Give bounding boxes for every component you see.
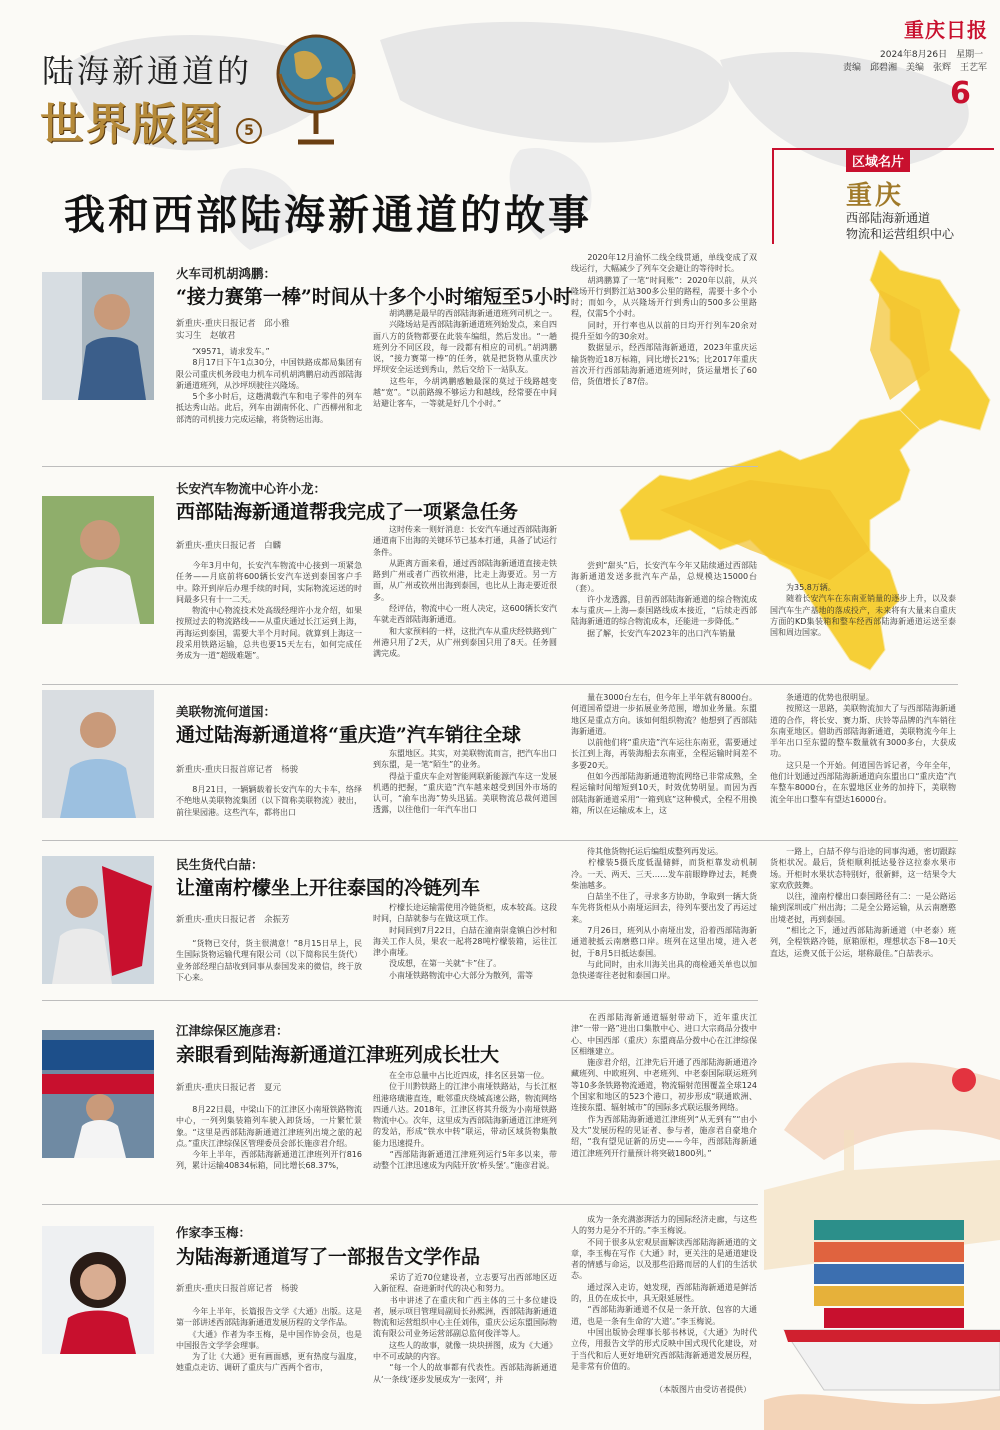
- region-subtitle: 西部陆海新通道 物流和运营组织中心: [846, 211, 955, 241]
- story5-column2: 在全市总量中占比近四成，排名区县第一位。 位于川黔铁路上的江津小南垭铁路站，与长江枢纽港珞璜港直连，毗邻重庆绕城高速公路，物流网络四通八达。2018年，江津区将其升级为小南垭铁路物流中心。次年，这里成为西部陆海新通道江津班列的发站，形成“铁水中转”联运，带动区域货物集散能力迅速提升。 “西部陆海新通道江津班列运行5年多以来，带动整个江津迅速成为内陆开放‘桥头堡’。”施彦君说。: [373, 1071, 557, 1171]
- separator: [42, 1000, 758, 1001]
- story6-column2: 采访了近70位建设者，立志要写出西部地区迈入新征程、奋进新时代的决心和努力。 书中讲述了在重庆和广西主体的三十多位建设者，展示项目管理局副局长孙熙洲，西部陆海新通道物流和运营组织中心主任刘伟，重庆公运东盟国际物流有限公司业务运营部副总监何俊洋等人。 这些人的故事，就像一块块拼图，成为《大通》中不可或缺的内容。 “每一个人的故事都有代表性。西部陆海新通道从‘一条线’逐步发展成为‘一张网’，并: [373, 1273, 557, 1384]
- story3-column2: 东盟地区。其实，对美联物流而言，把汽车出口到东盟，是一笔“陌生”的业务。 得益于重庆车企对智能网联新能源汽车这一发展机遇的把握，“重庆造”汽车越来越受到国外市场的认可，“渝车出海”势头迅猛。美联物流总裁何道国透露，以往他们一年汽车出口: [373, 749, 557, 815]
- story4-column3: 待其他货物托运后编组成整列再发运。 柠檬装5摄氏度低温储鲜，而货柜靠发动机制冷。一天、两天、三天……发车前眼睁睁过去，耗费柴油越多。 白喆坐不住了，寻求多方协助，争取到一辆大货车先将货柜从小南垭运回去，待列车要出发了再运过来。 7月26日，班列从小南垭出发，沿着西部陆海新通道驶抵云南磨憨口岸。班列在这里出境，进入老挝，于8月5日抵达泰国。 与此同时，由永川海关出具的商检通关单也以加急快递寄往老挝和泰国口岸。: [571, 847, 757, 981]
- story3-column4: 条通道的优势也很明显。 按照这一思路，美联物流加大了与西部陆海新通道的合作，将长安、赛力斯、庆铃等品牌的汽车销往东南亚地区。借助西部陆海新通道，美联物流今年上半年出口至东盟的整车数量就有3000多台，大获成功。 这只是一个开始。何道国告诉记者，今年全年，他们计划通过西部陆海新通道向东盟出口“重庆造”汽车整车8000台，在东盟地区业务的加持下，美联物流全年出口整车有望达16000台。: [770, 693, 956, 804]
- story3-title: 通过陆海新通道将“重庆造”汽车销往全球: [176, 724, 521, 746]
- story1-column2: 胡鸿鹏是最早的西部陆海新通道班列司机之一。 兴隆场站是西部陆海新通道班列始发点，来自四面八方的货物都要在此装车编组，然后发出。“一趟班列分不同区段，每一段都有相应的司机。”胡鸿鹏说，“接力赛第一棒”的任务，就是把货物从重庆沙坪坝安全运送到秀山，然后交给下一站队友。 这些年，今胡鸿鹏感触最深的莫过于线路越变越“宽”。“以前路線不够运力和越线，经常要在中间站避让客车，一等就是好几个小时。”: [373, 309, 557, 409]
- story2-column4: 为35.8万辆。 随着长安汽车在东南亚销量的逐步上升，以及泰国汽车生产基地的落成投产，未来将有大量来自重庆方面的KD集装箱和整车经西部陆海新通道运送至泰国和周边国家。: [770, 583, 956, 638]
- story6-byline: 新重庆-重庆日报首席记者 杨骏: [176, 1284, 299, 1294]
- story5-title: 亲眼看到陆海新通道江津班列成长壮大: [176, 1044, 500, 1066]
- story5-column3: 在西部陆海新通道辐射带动下，近年重庆江津“一带一路”进出口集散中心、进口大宗商品分拨中心、中国西部（重庆）东盟商品分拨中心在江津综保区相继建立。 施彦君介绍，江津先后开通了西部陆海新通道冷藏班列、中欧班列、中老班列、中老泰国际联运班列等10多条铁路物流通道，物流辐射范围覆盖全球124个国家和地区的523个港口，初步形成“联通欧洲、连接东盟、辐射城市”的国际多式联运服务网络。 作为西部陆海新通道江津班列“从无到有”“由小及大”发展历程的见证者、参与者，施彦君自豪地介绍，“我有望见证新的历史——今年，西部陆海新通道江津班列开行量预计将突破1800列。”: [571, 1013, 757, 1158]
- photo-shi-yanjun: [42, 1030, 154, 1158]
- page-number: 6: [950, 76, 971, 111]
- series-number-badge: 5: [236, 118, 262, 144]
- story2-byline: 新重庆-重庆日报记者 白麟: [176, 541, 282, 551]
- story4-kicker: 民生货代白喆：: [176, 857, 264, 872]
- story4-title: 让潼南柠檬坐上开往泰国的冷链列车: [176, 877, 481, 899]
- region-name: 重庆: [846, 181, 905, 211]
- globe-icon: [270, 24, 358, 154]
- photo-he-daoguo: [42, 690, 154, 818]
- separator: [42, 684, 958, 685]
- story2-title: 西部陆海新通道帮我完成了一项紧急任务: [176, 501, 519, 523]
- editor-credits: 责编 邱碧湘 美编 张辉 王艺军: [843, 63, 988, 73]
- newspaper-logo: 重庆日报: [904, 18, 988, 42]
- story2-kicker: 长安汽车物流中心许小龙：: [176, 481, 327, 496]
- story6-kicker: 作家李玉梅：: [176, 1225, 252, 1240]
- photo-bai-zhe: [42, 856, 154, 984]
- story3-kicker: 美联物流何道国：: [176, 704, 277, 719]
- photo-xu-xiaolong: [42, 496, 154, 624]
- issue-date: 2024年8月26日 星期一: [880, 50, 984, 60]
- story1-column1: “X9571，请求发车。” 8月17日下午1点30分，中国铁路成都局集团有限公司重庆机务段电力机车司机胡鸿鹏启动西部陆海新通道班列，从沙坪坝驶往兴隆场。 5个多小时后，这趟满载汽车和电子零件的列车抵达秀山站。此后，列车由湖南怀化、广西柳州和北部湾的司机接力完成运输，将货物运出海。: [176, 347, 362, 424]
- story1-column3: 2020年12月渝怀二线全线贯通，单线变成了双线运行，大幅减少了列车交会避让的等待时长。 胡鸿鹏算了一笔“时间账”：2020年以前，从兴隆场开行到黔江站300多公里的路程，需要十多个小时；而如今，从兴隆场开行到秀山的500多公里路程，仅需5个小时。 同时，开行率也从以前的日均开行列车20余对提升至如今的30余对。 数据显示，经西部陆海新通道，2023年重庆运输货物近18万标箱，同比增长21%；比2017年重庆首次开行西部陆海新通道班列时，货运量增长了60倍，货值增长了87倍。: [571, 253, 757, 387]
- story5-column1: 8月22日晨，中梁山下的江津区小南垭铁路物流中心，一列列集装箱列车驶入卸货场，一片繁忙景象。“这里是西部陆海新通道江津班列出境之旅的起点。”重庆江津综保区管理委员会部长施彦君介绍。 今年上半年，西部陆海新通道江津班列开行816列，累计运输40834标箱，同比增长68.37%，: [176, 1105, 362, 1171]
- story5-byline: 新重庆-重庆日报记者 夏元: [176, 1083, 282, 1093]
- story4-column1: “货物已交付，货主很满意！”8月15日早上，民生国际货物运输代理有限公司（以下简称民生货代）业务部经理白喆收到同事从泰国发来的微信，终于放下心来。: [176, 939, 362, 982]
- story2-column1: 今年3月中旬，长安汽车物流中心接到一项紧急任务——月底前将600辆长安汽车送到泰国客户手中。除开到岸后办理手续的时间，实际物流运送的时间最多只有十一二天。 物流中心物流技术处高级经理许小龙介绍，如果按照过去的物流路线——从重庆通过长江运到上海，再海运到泰国，需要大半个月时间。就算到上海这一段采用铁路运输，总共也要15天左右，如何完成任务成为一道“超级难题”。: [176, 561, 362, 661]
- series-title-line1: 陆海新通道的: [42, 52, 253, 90]
- story1-byline: 新重庆-重庆日报记者 邱小雅 实习生 赵敏君: [176, 319, 290, 341]
- story6-title: 为陆海新通道写了一部报告文学作品: [176, 1246, 481, 1268]
- story3-column1: 8月21日，一辆辆载着长安汽车的大卡车，络绎不绝地从美联物流集团（以下简称美联物流）驶出，前往果园港。这些汽车，都将出口: [176, 785, 362, 817]
- separator: [42, 840, 958, 841]
- photo-hu-hongpeng: [42, 272, 154, 400]
- series-title-line2: 世界版图: [40, 99, 224, 150]
- story3-column3: 量在3000台左右，但今年上半年就有8000台。何道国希望进一步拓展业务范围，增加业务量。东盟地区是重点方向。该如何组织物流？他想到了西部陆海新通道。 以前他们将“重庆造”汽车运往东南亚，需要通过长江到上海，再装海船去东南亚，全程运输时间差不多要20天。 但如今西部陆海新通道物流网络已非常成熟，全程运输时间缩短到10天，时效优势明显。而因为西部陆海新通道采用“一箱到底”这种模式，全程不用换箱，所以在运输成本上，这: [571, 693, 757, 815]
- story2-column2: 这时传来一则好消息：长安汽车通过西部陆海新通道南下出海的关键环节已基本打通，具备了试运行条件。 从距离方面来看，通过西部陆海新通道直接走铁路到广州或者广西钦州港，比走上海要近。另一方面，从广州或钦州出海到泰国，也比从上海走要近很多。 经评估，物流中心一班人决定，这600辆长安汽车就走西部陆海新通道。 和大家预料的一样，这批汽车从重庆经铁路到广州港只用了2天，从广州到泰国只用了8天。任务圆满完成。: [373, 525, 557, 659]
- separator: [42, 1204, 758, 1205]
- story3-byline: 新重庆-重庆日报首席记者 杨骏: [176, 765, 299, 775]
- story4-byline: 新重庆-重庆日报记者 余振芳: [176, 915, 290, 925]
- page-headline: 我和西部陆海新通道的故事: [64, 191, 592, 239]
- story2-column3: 尝到“甜头”后，长安汽车今年又陆续通过西部陆海新通道发送多批汽车产品，总规模达15000台（套）。 许小龙透露，目前西部陆海新通道的综合物流成本与重庆—上海—泰国路线成本接近，“后续走西部陆海新通道的综合物流成本，还能进一步降低。” 据了解，长安汽车2023年的出口汽车销量: [571, 561, 757, 638]
- photo-li-yumei: [42, 1226, 154, 1354]
- story1-title: “接力赛第一棒”时间从十多个小时缩短至5小时: [176, 286, 573, 308]
- region-tag: 区域名片: [846, 149, 910, 172]
- story1-kicker: 火车司机胡鸿鹏：: [176, 266, 277, 281]
- story6-column1: 今年上半年，长篇报告文学《大通》出版。这是第一部讲述西部陆海新通道发展历程的文学作品。 《大通》作者为李玉梅，是中国作协会员，也是中国报告文学学会理事。 为了让《大通》更有画面感，更有热度与温度，她重点走访、调研了重庆与广西两个省市，: [176, 1307, 362, 1373]
- story5-kicker: 江津综保区施彦君：: [176, 1023, 289, 1038]
- story6-column3: 成为一条充满澎湃活力的国际经济走廊，与这些人的努力是分不开的。”李玉梅说。 不同于很多从宏观层面解读西部陆海新通道的文章，李玉梅在写作《大通》时，更关注的是通道建设者的情感与命运，以及那些沿路而居的人们的生活状态。 通过深入走访，她发现，西部陆海新通道是鲜活的，且仍在成长中，具无限延展性。 “西部陆海新通道不仅是一条开放、包容的大通道，也是一条有生命的‘大道’。”李玉梅说。 中国出版协会理事长邬书林说，《大通》为时代立传，用报告文学的形式反映中国式现代化建设，对于当代和后人更好地研究西部陆海新通道发展历程，是非常有价值的。: [571, 1215, 757, 1371]
- story4-column2: 柠檬长途运输需使用冷链货柜，成本较高。这段时间，白喆就参与在做这项工作。 时间回到7月22日，白喆在潼南崇龛镇白沙村和海关工作人员，果农一起将28吨柠檬装箱，运往江津小南垭。 没成想，在第一关就“卡”住了。 小南垭铁路物流中心大部分为散列，需等: [373, 903, 557, 980]
- photo-credit: （本版图片由受访者提供）: [655, 1385, 751, 1394]
- separator: [42, 466, 758, 467]
- story4-column4: 一路上，白喆不停与沿途的同事沟通，密切跟踪货柜状况。最后，货柜顺利抵达曼谷这拉泰水果市场。开柜时水果状态特别好，很新鲜，这一结果令大家欢欣鼓舞。 以往，潼南柠檬出口泰国路径有二：一是公路运输到深圳或广州出海；二是全公路运输，从云南磨憨出境老挝，再到泰国。 “相比之下，通过西部陆海新通道（中老泰）班列，全程铁路冷链，原箱原柜，理想状态下8—10天直达，运费又低于公运，堪称最佳。”白喆表示。: [770, 847, 956, 958]
- ship-illustration: [764, 1010, 1000, 1430]
